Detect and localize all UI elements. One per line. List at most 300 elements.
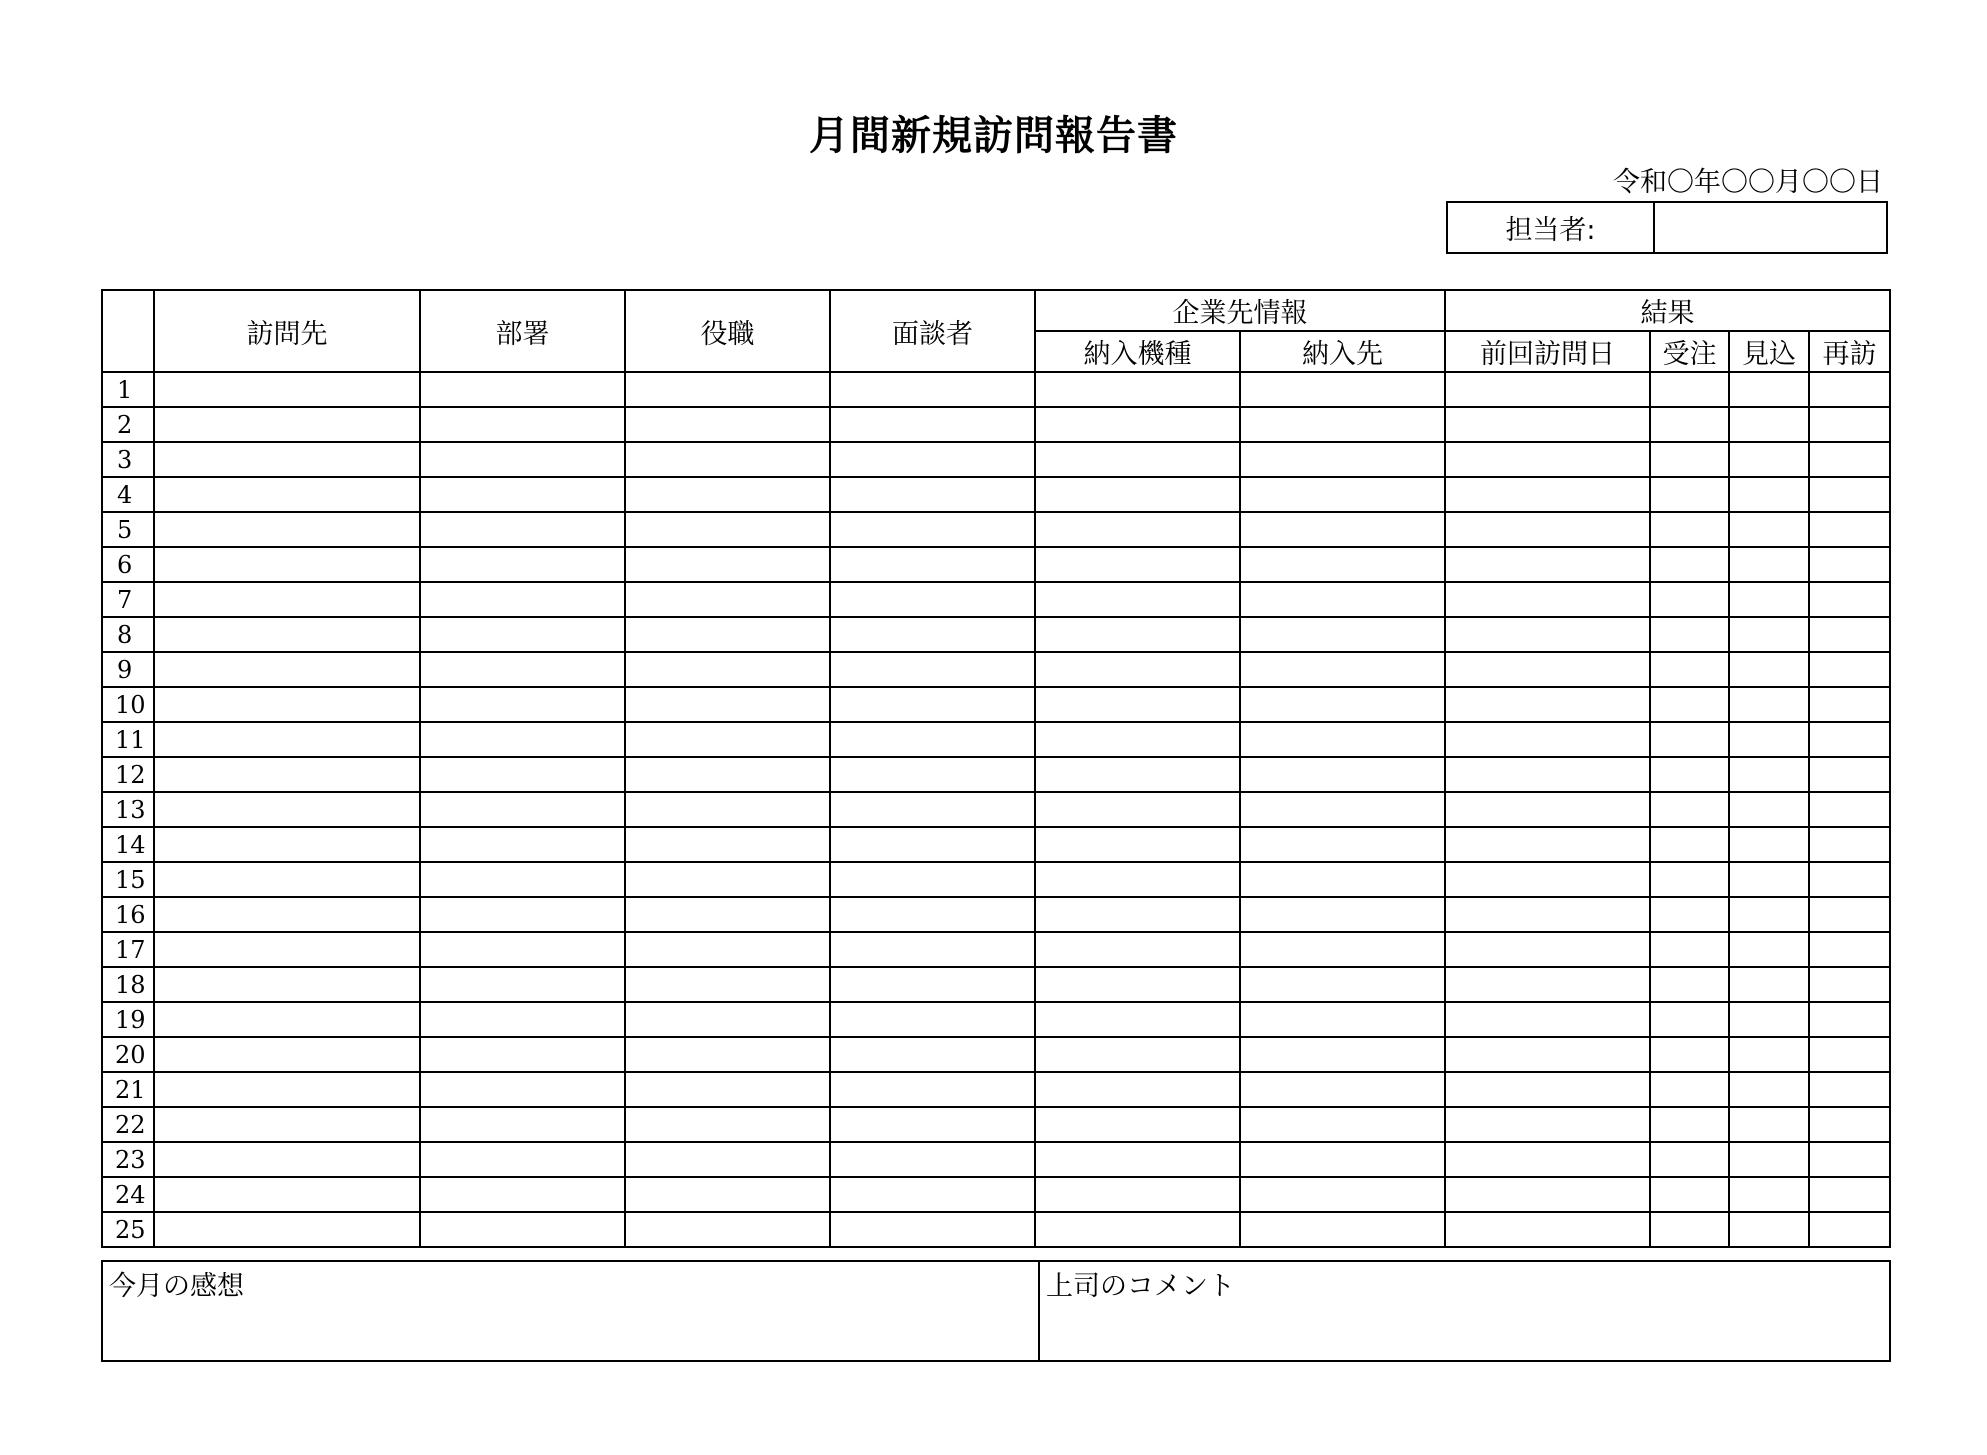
cell-revisit[interactable] xyxy=(1809,897,1890,932)
cell-delivered-model[interactable] xyxy=(1035,967,1240,1002)
cell-position[interactable] xyxy=(625,582,830,617)
cell-delivery-destination[interactable] xyxy=(1240,967,1445,1002)
cell-delivered-model[interactable] xyxy=(1035,932,1240,967)
cell-delivery-destination[interactable] xyxy=(1240,757,1445,792)
cell-last-visit-date[interactable] xyxy=(1445,512,1650,547)
cell-delivery-destination[interactable] xyxy=(1240,1002,1445,1037)
cell-delivered-model[interactable] xyxy=(1035,512,1240,547)
cell-prospect[interactable] xyxy=(1729,722,1809,757)
cell-last-visit-date[interactable] xyxy=(1445,967,1650,1002)
cell-delivery-destination[interactable] xyxy=(1240,617,1445,652)
cell-prospect[interactable] xyxy=(1729,687,1809,722)
cell-prospect[interactable] xyxy=(1729,897,1809,932)
cell-visit-destination[interactable] xyxy=(154,652,420,687)
cell-last-visit-date[interactable] xyxy=(1445,1212,1650,1247)
cell-interviewee[interactable] xyxy=(830,512,1035,547)
row-number: 15 xyxy=(102,862,154,897)
cell-position[interactable] xyxy=(625,1002,830,1037)
cell-visit-destination[interactable] xyxy=(154,1037,420,1072)
cell-interviewee[interactable] xyxy=(830,967,1035,1002)
visit-report-table xyxy=(101,289,1891,1248)
row-number: 9 xyxy=(102,652,154,687)
cell-delivered-model[interactable] xyxy=(1035,617,1240,652)
table-row xyxy=(102,967,1890,1002)
cell-visit-destination[interactable] xyxy=(154,792,420,827)
cell-order[interactable] xyxy=(1650,1212,1729,1247)
cell-order[interactable] xyxy=(1650,1177,1729,1212)
cell-delivered-model[interactable] xyxy=(1035,372,1240,407)
cell-order[interactable] xyxy=(1650,1107,1729,1142)
cell-visit-destination[interactable] xyxy=(154,477,420,512)
cell-delivery-destination[interactable] xyxy=(1240,932,1445,967)
cell-last-visit-date[interactable] xyxy=(1445,1002,1650,1037)
cell-visit-destination[interactable] xyxy=(154,687,420,722)
row-number: 13 xyxy=(102,792,154,827)
cell-position[interactable] xyxy=(625,477,830,512)
header-visit-destination: 訪問先 xyxy=(154,290,420,372)
cell-revisit[interactable] xyxy=(1809,407,1890,442)
cell-last-visit-date[interactable] xyxy=(1445,757,1650,792)
cell-department[interactable] xyxy=(420,1177,625,1212)
cell-department[interactable] xyxy=(420,1107,625,1142)
cell-delivery-destination[interactable] xyxy=(1240,1072,1445,1107)
cell-visit-destination[interactable] xyxy=(154,722,420,757)
cell-last-visit-date[interactable] xyxy=(1445,407,1650,442)
cell-order[interactable] xyxy=(1650,547,1729,582)
cell-prospect[interactable] xyxy=(1729,477,1809,512)
cell-revisit[interactable] xyxy=(1809,1107,1890,1142)
cell-last-visit-date[interactable] xyxy=(1445,547,1650,582)
table-row xyxy=(102,1142,1890,1177)
cell-prospect[interactable] xyxy=(1729,1177,1809,1212)
cell-prospect[interactable] xyxy=(1729,1002,1809,1037)
cell-order[interactable] xyxy=(1650,407,1729,442)
cell-delivery-destination[interactable] xyxy=(1240,792,1445,827)
cell-revisit[interactable] xyxy=(1809,862,1890,897)
cell-prospect[interactable] xyxy=(1729,547,1809,582)
cell-order[interactable] xyxy=(1650,477,1729,512)
row-number: 6 xyxy=(102,547,154,582)
cell-visit-destination[interactable] xyxy=(154,407,420,442)
cell-delivery-destination[interactable] xyxy=(1240,1212,1445,1247)
cell-department[interactable] xyxy=(420,1212,625,1247)
cell-visit-destination[interactable] xyxy=(154,547,420,582)
cell-position[interactable] xyxy=(625,1037,830,1072)
cell-position[interactable] xyxy=(625,442,830,477)
cell-order[interactable] xyxy=(1650,442,1729,477)
cell-visit-destination[interactable] xyxy=(154,512,420,547)
cell-delivery-destination[interactable] xyxy=(1240,582,1445,617)
cell-prospect[interactable] xyxy=(1729,827,1809,862)
header-department: 部署 xyxy=(420,290,625,372)
cell-position[interactable] xyxy=(625,967,830,1002)
cell-visit-destination[interactable] xyxy=(154,617,420,652)
cell-visit-destination[interactable] xyxy=(154,1212,420,1247)
table-row xyxy=(102,827,1890,862)
cell-revisit[interactable] xyxy=(1809,617,1890,652)
cell-interviewee[interactable] xyxy=(830,1142,1035,1177)
cell-last-visit-date[interactable] xyxy=(1445,722,1650,757)
cell-interviewee[interactable] xyxy=(830,442,1035,477)
cell-revisit[interactable] xyxy=(1809,967,1890,1002)
cell-department[interactable] xyxy=(420,547,625,582)
cell-revisit[interactable] xyxy=(1809,792,1890,827)
cell-interviewee[interactable] xyxy=(830,792,1035,827)
table-row xyxy=(102,1212,1890,1247)
cell-delivery-destination[interactable] xyxy=(1240,652,1445,687)
cell-delivered-model[interactable] xyxy=(1035,862,1240,897)
cell-order[interactable] xyxy=(1650,372,1729,407)
cell-delivery-destination[interactable] xyxy=(1240,407,1445,442)
header-position: 役職 xyxy=(625,290,830,372)
cell-revisit[interactable] xyxy=(1809,582,1890,617)
cell-position[interactable] xyxy=(625,757,830,792)
cell-interviewee[interactable] xyxy=(830,897,1035,932)
cell-position[interactable] xyxy=(625,1072,830,1107)
cell-visit-destination[interactable] xyxy=(154,897,420,932)
cell-interviewee[interactable] xyxy=(830,1072,1035,1107)
cell-department[interactable] xyxy=(420,722,625,757)
row-number: 2 xyxy=(102,407,154,442)
cell-interviewee[interactable] xyxy=(830,652,1035,687)
cell-order[interactable] xyxy=(1650,862,1729,897)
cell-department[interactable] xyxy=(420,687,625,722)
cell-department[interactable] xyxy=(420,1072,625,1107)
cell-position[interactable] xyxy=(625,1142,830,1177)
cell-prospect[interactable] xyxy=(1729,1107,1809,1142)
cell-last-visit-date[interactable] xyxy=(1445,442,1650,477)
cell-delivered-model[interactable] xyxy=(1035,652,1240,687)
cell-delivered-model[interactable] xyxy=(1035,407,1240,442)
row-number: 21 xyxy=(102,1072,154,1107)
cell-delivered-model[interactable] xyxy=(1035,547,1240,582)
cell-delivered-model[interactable] xyxy=(1035,1072,1240,1107)
row-number: 7 xyxy=(102,582,154,617)
boss-comment-label: 上司のコメント xyxy=(1046,1271,1235,1302)
cell-last-visit-date[interactable] xyxy=(1445,1107,1650,1142)
cell-revisit[interactable] xyxy=(1809,512,1890,547)
cell-visit-destination[interactable] xyxy=(154,862,420,897)
cell-delivered-model[interactable] xyxy=(1035,582,1240,617)
cell-order[interactable] xyxy=(1650,967,1729,1002)
cell-visit-destination[interactable] xyxy=(154,827,420,862)
person-in-charge-field[interactable] xyxy=(1655,203,1886,252)
header-prospect: 見込 xyxy=(1729,331,1809,372)
cell-prospect[interactable] xyxy=(1729,617,1809,652)
cell-prospect[interactable] xyxy=(1729,582,1809,617)
cell-position[interactable] xyxy=(625,652,830,687)
cell-visit-destination[interactable] xyxy=(154,1072,420,1107)
row-number: 12 xyxy=(102,757,154,792)
table-row xyxy=(102,547,1890,582)
cell-position[interactable] xyxy=(625,862,830,897)
cell-department[interactable] xyxy=(420,372,625,407)
cell-department[interactable] xyxy=(420,1002,625,1037)
cell-revisit[interactable] xyxy=(1809,442,1890,477)
header-last-visit-date: 前回訪問日 xyxy=(1445,331,1650,372)
cell-prospect[interactable] xyxy=(1729,932,1809,967)
monthly-impression-box[interactable] xyxy=(102,1261,1039,1361)
cell-revisit[interactable] xyxy=(1809,722,1890,757)
cell-visit-destination[interactable] xyxy=(154,932,420,967)
cell-department[interactable] xyxy=(420,932,625,967)
cell-visit-destination[interactable] xyxy=(154,1142,420,1177)
cell-visit-destination[interactable] xyxy=(154,967,420,1002)
cell-department[interactable] xyxy=(420,757,625,792)
table-row xyxy=(102,477,1890,512)
cell-revisit[interactable] xyxy=(1809,547,1890,582)
cell-order[interactable] xyxy=(1650,722,1729,757)
cell-order[interactable] xyxy=(1650,687,1729,722)
cell-prospect[interactable] xyxy=(1729,372,1809,407)
row-number: 4 xyxy=(102,477,154,512)
cell-interviewee[interactable] xyxy=(830,1037,1035,1072)
cell-delivery-destination[interactable] xyxy=(1240,1107,1445,1142)
cell-position[interactable] xyxy=(625,372,830,407)
cell-interviewee[interactable] xyxy=(830,687,1035,722)
table-row xyxy=(102,1177,1890,1212)
row-number: 25 xyxy=(102,1212,154,1247)
cell-department[interactable] xyxy=(420,652,625,687)
cell-revisit[interactable] xyxy=(1809,1212,1890,1247)
cell-revisit[interactable] xyxy=(1809,1142,1890,1177)
boss-comment-box[interactable] xyxy=(1039,1261,1890,1361)
cell-interviewee[interactable] xyxy=(830,582,1035,617)
table-row xyxy=(102,897,1890,932)
cell-last-visit-date[interactable] xyxy=(1445,1142,1650,1177)
cell-interviewee[interactable] xyxy=(830,1177,1035,1212)
cell-delivered-model[interactable] xyxy=(1035,1002,1240,1037)
cell-delivered-model[interactable] xyxy=(1035,722,1240,757)
cell-position[interactable] xyxy=(625,897,830,932)
cell-revisit[interactable] xyxy=(1809,1072,1890,1107)
cell-interviewee[interactable] xyxy=(830,722,1035,757)
header-delivered-model: 納入機種 xyxy=(1035,331,1240,372)
cell-order[interactable] xyxy=(1650,617,1729,652)
cell-interviewee[interactable] xyxy=(830,1107,1035,1142)
cell-revisit[interactable] xyxy=(1809,477,1890,512)
cell-delivered-model[interactable] xyxy=(1035,1212,1240,1247)
cell-interviewee[interactable] xyxy=(830,547,1035,582)
header-result: 結果 xyxy=(1445,290,1890,331)
cell-order[interactable] xyxy=(1650,932,1729,967)
cell-order[interactable] xyxy=(1650,1002,1729,1037)
cell-order[interactable] xyxy=(1650,757,1729,792)
cell-delivery-destination[interactable] xyxy=(1240,372,1445,407)
cell-delivered-model[interactable] xyxy=(1035,897,1240,932)
cell-interviewee[interactable] xyxy=(830,372,1035,407)
cell-interviewee[interactable] xyxy=(830,862,1035,897)
cell-department[interactable] xyxy=(420,477,625,512)
cell-delivered-model[interactable] xyxy=(1035,827,1240,862)
table-row xyxy=(102,442,1890,477)
cell-interviewee[interactable] xyxy=(830,407,1035,442)
cell-order[interactable] xyxy=(1650,827,1729,862)
cell-department[interactable] xyxy=(420,582,625,617)
cell-department[interactable] xyxy=(420,827,625,862)
cell-delivered-model[interactable] xyxy=(1035,1177,1240,1212)
row-number: 19 xyxy=(102,1002,154,1037)
cell-revisit[interactable] xyxy=(1809,687,1890,722)
cell-revisit[interactable] xyxy=(1809,932,1890,967)
cell-delivery-destination[interactable] xyxy=(1240,862,1445,897)
cell-position[interactable] xyxy=(625,722,830,757)
cell-delivered-model[interactable] xyxy=(1035,1107,1240,1142)
cell-revisit[interactable] xyxy=(1809,1002,1890,1037)
cell-department[interactable] xyxy=(420,407,625,442)
cell-position[interactable] xyxy=(625,512,830,547)
cell-delivery-destination[interactable] xyxy=(1240,897,1445,932)
cell-prospect[interactable] xyxy=(1729,862,1809,897)
cell-revisit[interactable] xyxy=(1809,1177,1890,1212)
cell-delivered-model[interactable] xyxy=(1035,757,1240,792)
cell-department[interactable] xyxy=(420,512,625,547)
cell-position[interactable] xyxy=(625,687,830,722)
cell-interviewee[interactable] xyxy=(830,827,1035,862)
header-order: 受注 xyxy=(1650,331,1729,372)
table-row xyxy=(102,1072,1890,1107)
cell-prospect[interactable] xyxy=(1729,967,1809,1002)
cell-position[interactable] xyxy=(625,932,830,967)
cell-delivery-destination[interactable] xyxy=(1240,1037,1445,1072)
table-row xyxy=(102,1037,1890,1072)
cell-interviewee[interactable] xyxy=(830,757,1035,792)
cell-revisit[interactable] xyxy=(1809,372,1890,407)
cell-visit-destination[interactable] xyxy=(154,1177,420,1212)
cell-delivered-model[interactable] xyxy=(1035,1142,1240,1177)
cell-last-visit-date[interactable] xyxy=(1445,1177,1650,1212)
cell-visit-destination[interactable] xyxy=(154,757,420,792)
person-in-charge-label: 担当者: xyxy=(1448,203,1655,252)
cell-delivery-destination[interactable] xyxy=(1240,442,1445,477)
cell-department[interactable] xyxy=(420,1142,625,1177)
cell-order[interactable] xyxy=(1650,792,1729,827)
cell-interviewee[interactable] xyxy=(830,477,1035,512)
cell-department[interactable] xyxy=(420,617,625,652)
cell-position[interactable] xyxy=(625,1107,830,1142)
cell-last-visit-date[interactable] xyxy=(1445,652,1650,687)
table-row xyxy=(102,932,1890,967)
cell-delivery-destination[interactable] xyxy=(1240,1177,1445,1212)
cell-prospect[interactable] xyxy=(1729,1037,1809,1072)
cell-position[interactable] xyxy=(625,617,830,652)
table-row xyxy=(102,372,1890,407)
cell-prospect[interactable] xyxy=(1729,757,1809,792)
cell-revisit[interactable] xyxy=(1809,652,1890,687)
cell-visit-destination[interactable] xyxy=(154,582,420,617)
cell-position[interactable] xyxy=(625,407,830,442)
table-row xyxy=(102,862,1890,897)
cell-delivery-destination[interactable] xyxy=(1240,547,1445,582)
cell-department[interactable] xyxy=(420,967,625,1002)
cell-order[interactable] xyxy=(1650,652,1729,687)
cell-last-visit-date[interactable] xyxy=(1445,1072,1650,1107)
cell-delivery-destination[interactable] xyxy=(1240,722,1445,757)
cell-delivered-model[interactable] xyxy=(1035,792,1240,827)
cell-visit-destination[interactable] xyxy=(154,1107,420,1142)
cell-position[interactable] xyxy=(625,547,830,582)
cell-last-visit-date[interactable] xyxy=(1445,897,1650,932)
cell-department[interactable] xyxy=(420,897,625,932)
cell-delivery-destination[interactable] xyxy=(1240,512,1445,547)
table-row xyxy=(102,687,1890,722)
row-number: 11 xyxy=(102,722,154,757)
cell-delivered-model[interactable] xyxy=(1035,687,1240,722)
cell-interviewee[interactable] xyxy=(830,1212,1035,1247)
cell-position[interactable] xyxy=(625,827,830,862)
cell-last-visit-date[interactable] xyxy=(1445,792,1650,827)
row-number: 16 xyxy=(102,897,154,932)
cell-interviewee[interactable] xyxy=(830,617,1035,652)
cell-prospect[interactable] xyxy=(1729,512,1809,547)
cell-last-visit-date[interactable] xyxy=(1445,1037,1650,1072)
cell-order[interactable] xyxy=(1650,1072,1729,1107)
cell-visit-destination[interactable] xyxy=(154,1002,420,1037)
cell-interviewee[interactable] xyxy=(830,932,1035,967)
cell-last-visit-date[interactable] xyxy=(1445,372,1650,407)
table-row xyxy=(102,617,1890,652)
cell-department[interactable] xyxy=(420,1037,625,1072)
cell-visit-destination[interactable] xyxy=(154,442,420,477)
cell-last-visit-date[interactable] xyxy=(1445,582,1650,617)
row-number: 17 xyxy=(102,932,154,967)
cell-order[interactable] xyxy=(1650,512,1729,547)
cell-revisit[interactable] xyxy=(1809,827,1890,862)
cell-delivery-destination[interactable] xyxy=(1240,827,1445,862)
cell-department[interactable] xyxy=(420,862,625,897)
cell-visit-destination[interactable] xyxy=(154,372,420,407)
cell-delivery-destination[interactable] xyxy=(1240,1142,1445,1177)
cell-last-visit-date[interactable] xyxy=(1445,617,1650,652)
cell-prospect[interactable] xyxy=(1729,792,1809,827)
cell-department[interactable] xyxy=(420,792,625,827)
cell-order[interactable] xyxy=(1650,897,1729,932)
cell-prospect[interactable] xyxy=(1729,1212,1809,1247)
cell-position[interactable] xyxy=(625,792,830,827)
table-body xyxy=(102,372,1890,1247)
cell-revisit[interactable] xyxy=(1809,757,1890,792)
cell-prospect[interactable] xyxy=(1729,442,1809,477)
cell-delivery-destination[interactable] xyxy=(1240,687,1445,722)
cell-prospect[interactable] xyxy=(1729,407,1809,442)
cell-last-visit-date[interactable] xyxy=(1445,932,1650,967)
header-delivery-destination: 納入先 xyxy=(1240,331,1445,372)
cell-interviewee[interactable] xyxy=(830,1002,1035,1037)
cell-delivered-model[interactable] xyxy=(1035,442,1240,477)
row-number: 23 xyxy=(102,1142,154,1177)
cell-prospect[interactable] xyxy=(1729,652,1809,687)
cell-order[interactable] xyxy=(1650,1142,1729,1177)
cell-order[interactable] xyxy=(1650,1037,1729,1072)
cell-position[interactable] xyxy=(625,1177,830,1212)
cell-order[interactable] xyxy=(1650,582,1729,617)
cell-position[interactable] xyxy=(625,1212,830,1247)
cell-last-visit-date[interactable] xyxy=(1445,862,1650,897)
cell-last-visit-date[interactable] xyxy=(1445,687,1650,722)
cell-prospect[interactable] xyxy=(1729,1142,1809,1177)
cell-delivered-model[interactable] xyxy=(1035,1037,1240,1072)
cell-last-visit-date[interactable] xyxy=(1445,827,1650,862)
header-number xyxy=(102,290,154,372)
cell-prospect[interactable] xyxy=(1729,1072,1809,1107)
cell-delivered-model[interactable] xyxy=(1035,477,1240,512)
cell-delivery-destination[interactable] xyxy=(1240,477,1445,512)
cell-last-visit-date[interactable] xyxy=(1445,477,1650,512)
table-row xyxy=(102,1107,1890,1142)
cell-revisit[interactable] xyxy=(1809,1037,1890,1072)
cell-department[interactable] xyxy=(420,442,625,477)
table-row xyxy=(102,722,1890,757)
